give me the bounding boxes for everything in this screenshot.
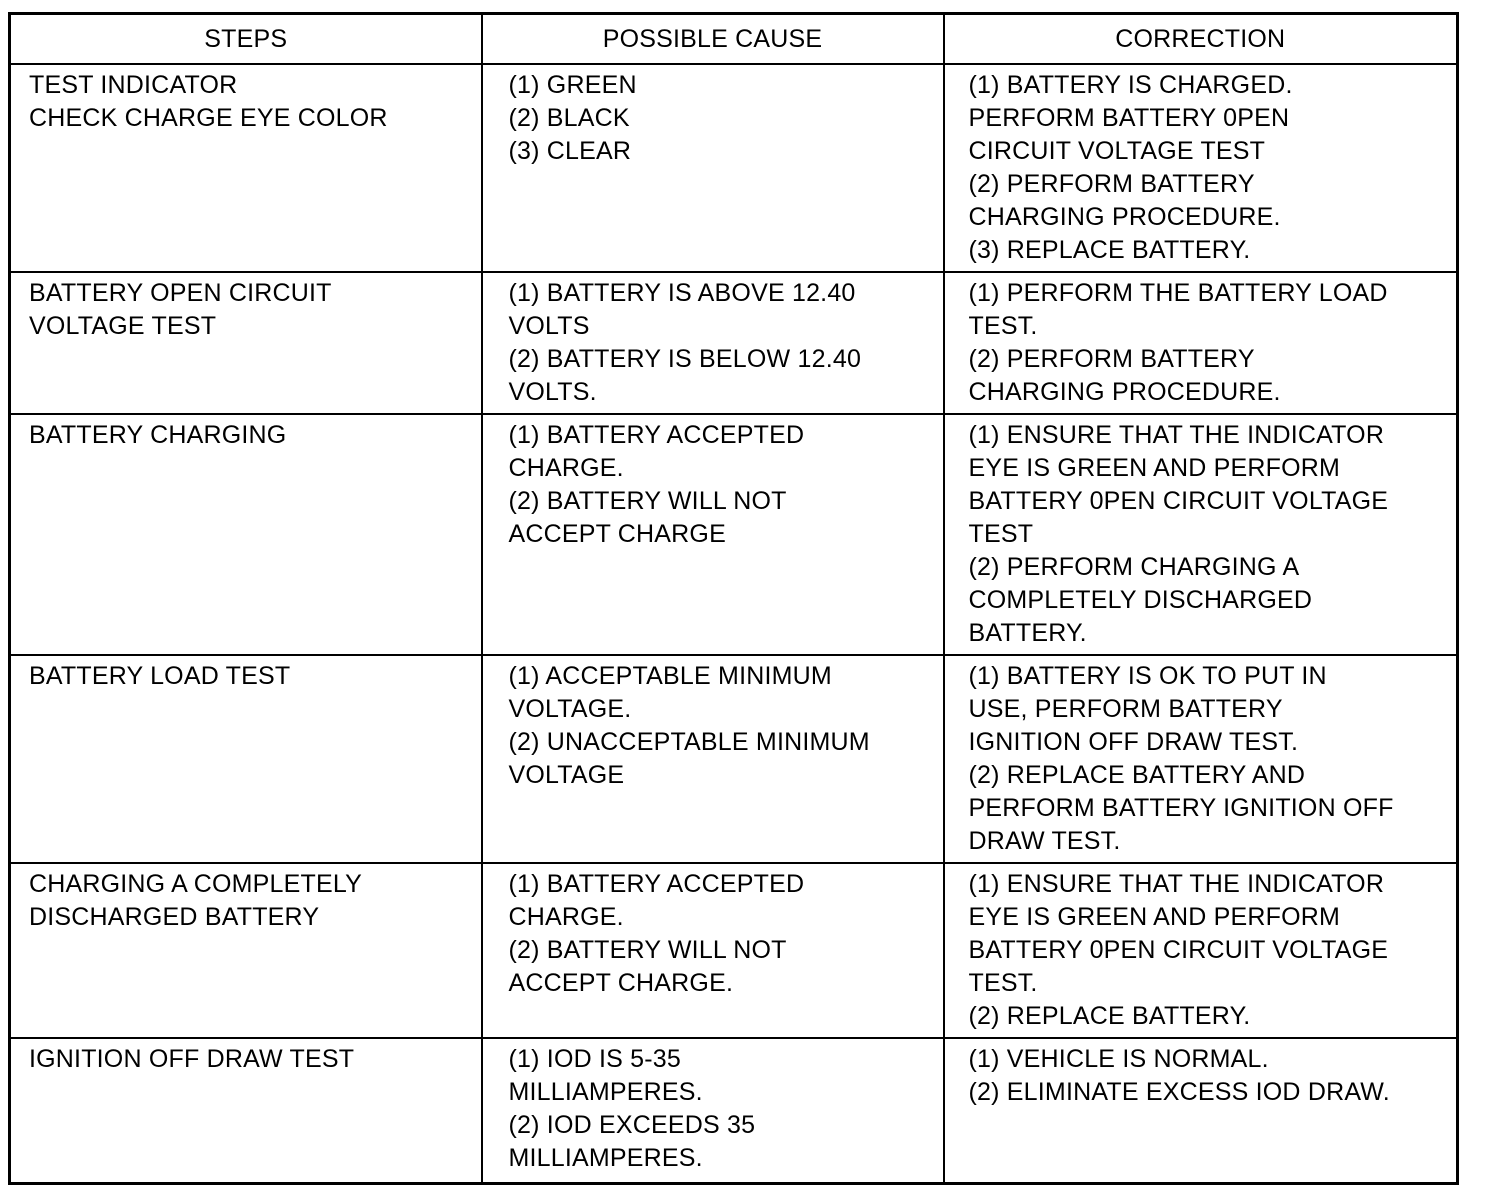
step-text: TEST INDICATOR CHECK CHARGE EYE COLOR [29, 71, 388, 132]
step-text: IGNITION OFF DRAW TEST [29, 1045, 355, 1073]
step-cell [10, 414, 482, 655]
correction-text: (1) PERFORM THE BATTERY LOAD TEST. (2) PERFORM BATTERY CHARGING PROCEDURE. [968, 279, 1388, 406]
cause-cell [482, 1038, 944, 1183]
correction-cell [944, 655, 1458, 863]
correction-text: (1) VEHICLE IS NORMAL. (2) ELIMINATE EXCESS IOD DRAW. [968, 1045, 1390, 1106]
cause-text: (1) GREEN (2) BLACK (3) CLEAR [508, 71, 637, 165]
table-row [10, 863, 1458, 1038]
step-cell [10, 1038, 482, 1183]
correction-cell [944, 272, 1458, 414]
cause-text: (1) BATTERY IS ABOVE 12.40 VOLTS (2) BATTERY IS BELOW 12.40 VOLTS. [508, 279, 862, 406]
table-row [10, 655, 1458, 863]
cause-cell [482, 64, 944, 272]
cause-cell [482, 655, 944, 863]
cause-text: (1) ACCEPTABLE MINIMUM VOLTAGE. (2) UNACCEPTABLE MINIMUM VOLTAGE [508, 662, 870, 789]
table-header-row [10, 14, 1458, 65]
correction-text: (1) ENSURE THAT THE INDICATOR EYE IS GREEN AND PERFORM BATTERY 0PEN CIRCUIT VOLTAGE TEST (2) PERFORM CHARGING A COMPLETELY DISCHARGED BATTERY. [968, 421, 1389, 647]
correction-text: (1) BATTERY IS CHARGED. PERFORM BATTERY 0PEN CIRCUIT VOLTAGE TEST (2) PERFORM BATTERY CHARGING PROCEDURE. (3) REPLACE BATTERY. [968, 71, 1293, 264]
header-steps: STEPS [10, 14, 482, 65]
correction-cell [944, 64, 1458, 272]
cause-text: (1) BATTERY ACCEPTED CHARGE. (2) BATTERY WILL NOT ACCEPT CHARGE [508, 421, 805, 548]
step-text: BATTERY OPEN CIRCUIT VOLTAGE TEST [29, 279, 332, 340]
step-text: CHARGING A COMPLETELY DISCHARGED BATTERY [29, 870, 362, 931]
table-row [10, 414, 1458, 655]
battery-diagnosis-table [8, 12, 1459, 1185]
cause-text: (1) IOD IS 5-35 MILLIAMPERES. (2) IOD EXCEEDS 35 MILLIAMPERES. [508, 1045, 756, 1172]
table-row [10, 64, 1458, 272]
table-row [10, 1038, 1458, 1183]
cause-cell [482, 272, 944, 414]
correction-text: (1) BATTERY IS OK TO PUT IN USE, PERFORM BATTERY IGNITION OFF DRAW TEST. (2) REPLACE BATTERY AND PERFORM BATTERY IGNITION OFF DRAW TEST. [968, 662, 1394, 855]
cause-cell [482, 414, 944, 655]
correction-cell [944, 1038, 1458, 1183]
step-cell [10, 272, 482, 414]
correction-cell [944, 863, 1458, 1038]
cause-cell [482, 863, 944, 1038]
step-text: BATTERY CHARGING [29, 421, 287, 449]
table-row [10, 272, 1458, 414]
step-cell [10, 655, 482, 863]
step-cell [10, 64, 482, 272]
correction-text: (1) ENSURE THAT THE INDICATOR EYE IS GREEN AND PERFORM BATTERY 0PEN CIRCUIT VOLTAGE TEST. (2) REPLACE BATTERY. [968, 870, 1389, 1030]
header-possible-cause: POSSIBLE CAUSE [482, 14, 944, 65]
correction-cell [944, 414, 1458, 655]
cause-text: (1) BATTERY ACCEPTED CHARGE. (2) BATTERY WILL NOT ACCEPT CHARGE. [508, 870, 805, 997]
step-text: BATTERY LOAD TEST [29, 662, 291, 690]
header-correction: CORRECTION [944, 14, 1458, 65]
step-cell [10, 863, 482, 1038]
